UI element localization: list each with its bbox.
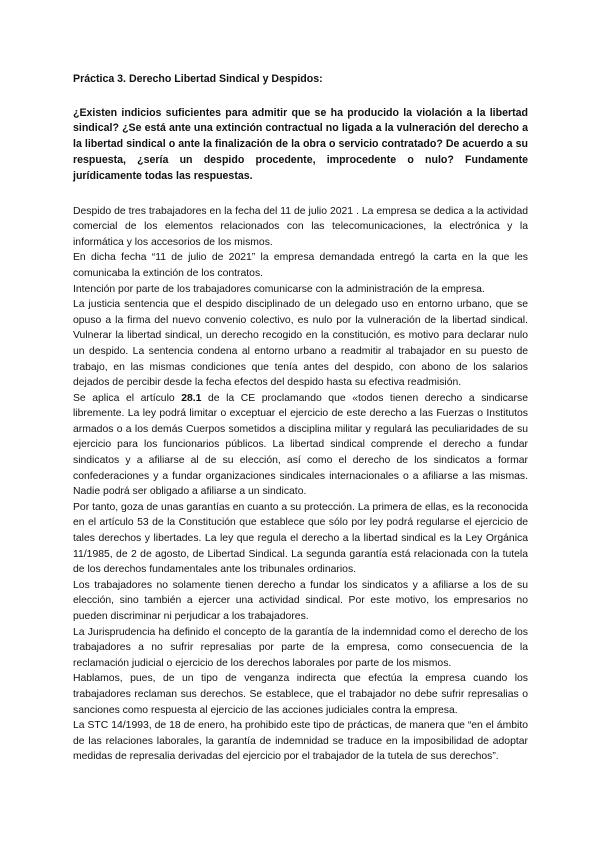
practice-question: ¿Existen indicios suficientes para admitir que se ha producido la violación a la libertad sindical? ¿Se está ante una extinción contractual no ligada a la vulneración del derecho a la libertad sindical o ante la finalización de la obra o servicio contratado? De acuerdo a su respuesta, ¿sería un despido procedente, improcedente o nulo? Fundamente jurídicamente todas las respuestas. [73,106,528,182]
paragraph-union-activity: Los trabajadores no solamente tienen derecho a fundar los sindicatos y a afiliarse a los de su elección, sino también a ejercer una actividad sindical. Por este motivo, los empresarios no pueden discriminar ni perjudicar a los trabajadores. [73,579,528,623]
paragraph-article [73,391,528,500]
paragraph-intention: Intención por parte de los trabajadores comunicarse con la administración de la empresa. [73,283,485,295]
paragraph-dismissal: Despido de tres trabajadores en la fecha del 11 de julio 2021 . La empresa se dedica a la actividad comercial de los elementos relacionados con las telecomunicaciones, la electrónica y la informática y los accesorios de los mismos. [73,205,528,248]
paragraph-guarantees: Por tanto, goza de unas garantías en cuanto a su protección. La primera de ellas, es la reconocida en el artículo 53 de la Constitución que establece que sólo por ley podrá regularse el ejercicio de tales derechos y libertades. La ley que regula el derecho a la libertad sindical es la Ley Orgánica 11/1985, de 2 de agosto, de Libertad Sindical. La segunda garantía está relacionada con la tutela de los derechos fundamentales ante los tribunales ordinarios. [73,501,528,576]
paragraph-stc: La STC 14/1993, de 18 de enero, ha prohibido este tipo de prácticas, de manera que “en el ámbito de las relaciones laborales, la garantía de indemnidad se traduce en la imposibilidad de adoptar medidas de represalia derivadas del ejercicio por el trabajador de la tutela de sus derechos”. [73,720,528,763]
paragraph-date: En dicha fecha “11 de julio de 2021” la empresa demandada entregó la carta en la que les comunicaba la extinción de los contratos. [73,252,528,279]
page-title: Práctica 3. Derecho Libertad Sindical y Despidos: [73,73,323,85]
article-number: 28.1 [181,392,202,404]
paragraph-jurisprudence: La Jurisprudencia ha definido el concepto de la garantía de la indemnidad como el derecho de los trabajadores a no sufrir represalias por parte de la empresa, como consecuencia de la reclamación judicial o ejercicio de los derechos laborales por parte de los mismos. [73,626,528,669]
article-text-before: Se aplica el artículo [73,392,182,404]
document-page [73,72,528,765]
article-text-after: de la CE proclamando que «todos tienen derecho a sindicarse libremente. La ley podrá limitar o exceptuar el ejercicio de este derecho a las Fuerzas o Institutos armados o a los demás Cuerpos sometidos a disciplina militar y regulará las peculiaridades de su ejercicio para los funcionarios públicos. La libertad sindical comprende el derecho a fundar sindicatos y a afiliarse al de su elección, así como el derecho de los sindicatos a formar confederaciones y a fundar organizaciones sindicales internacionales o a afiliarse a las mismas. Nadie podrá ser obligado a afiliarse a un sindicato. [73,392,528,498]
paragraph-retaliation: Hablamos, pues, de un tipo de venganza indirecta que efectúa la empresa cuando los trabajadores reclaman sus derechos. Se establece, que el trabajador no debe sufrir represalias o sanciones como respuesta al ejercicio de las acciones judiciales contra la empresa. [73,673,528,716]
paragraph-ruling: La justicia sentencia que el despido disciplinado de un delegado uso en entorno urbano, que se opuso a la firma del nuevo convenio colectivo, es nulo por la vulneración de la libertad sindical. Vulnerar la libertad sindical, un derecho recogido en la constitución, es motivo para declarar nulo un despido. La sentencia condena al entorno urbano a readmitir al trabajador en su puesto de trabajo, en las mismas condiciones que tenía antes del despido, con abono de los salarios dejados de percibir desde la fecha efectos del despido hasta su efectiva readmisión. [73,299,528,389]
